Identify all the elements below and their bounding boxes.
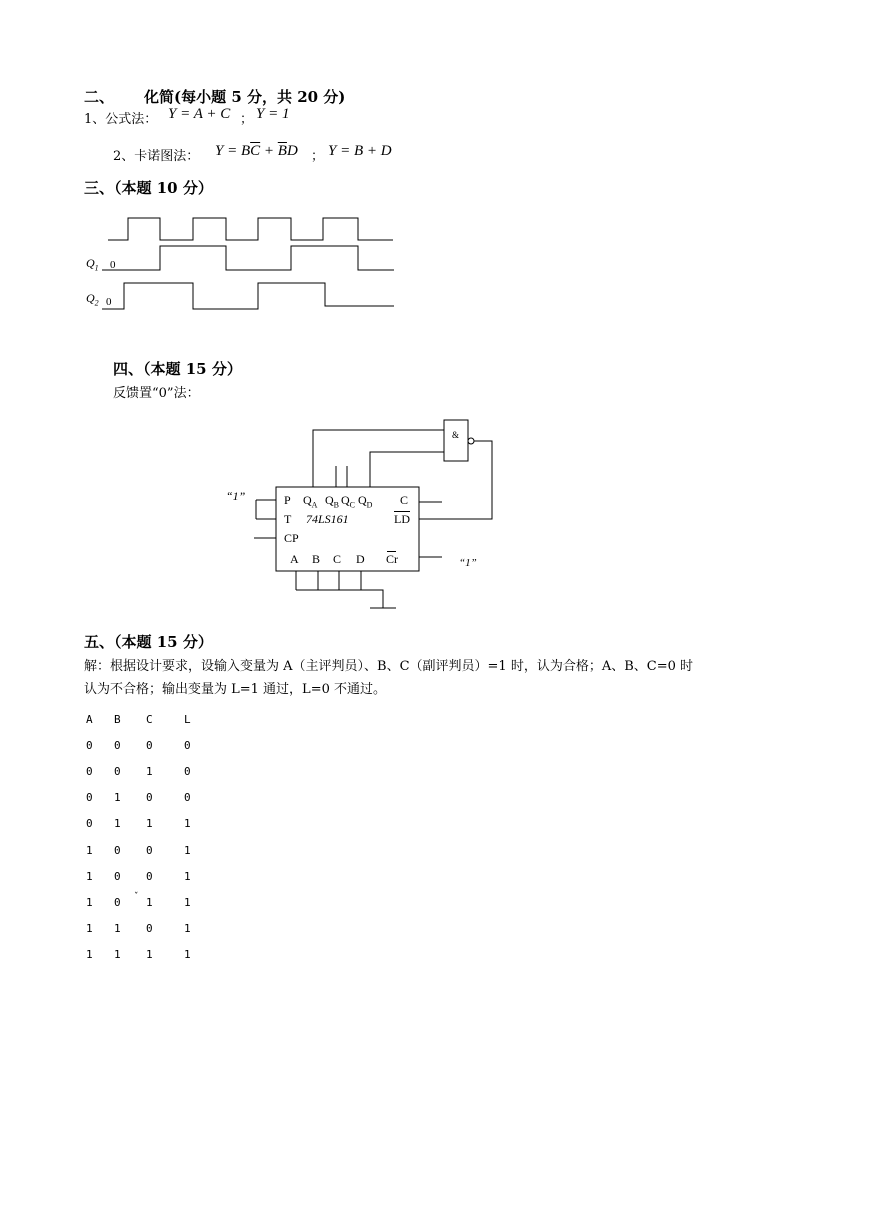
section2-title: 化简(每小题 5 分，共 20 分) (144, 88, 346, 106)
cell: 1 (86, 843, 93, 857)
cell: 1 (184, 869, 191, 883)
cr-overbar (387, 551, 396, 552)
section2-number: 二、 (84, 88, 115, 106)
cell: 1 (114, 922, 121, 936)
header-c: C (146, 712, 153, 726)
cell: 0 (146, 738, 153, 752)
cell: 0 (146, 791, 153, 805)
wire-gate-to-ld (419, 441, 492, 519)
cell: 1 (184, 843, 191, 857)
item1-expression-1: Y = A + C (168, 106, 231, 122)
pin-qb-label: $Q_B$ (325, 493, 340, 510)
cell: 0 (114, 843, 121, 857)
nand-bubble (468, 438, 474, 444)
pin-qc-label: $Q_C$ (341, 493, 356, 510)
cell: 1 (114, 791, 121, 805)
table-row (86, 837, 214, 863)
cell: 0 (146, 843, 153, 857)
cell: 1 (86, 948, 93, 962)
chip-part-number: 74LS161 (306, 512, 349, 526)
cell: 1 (184, 817, 191, 831)
cell: 0 (86, 791, 93, 805)
q1-waveform (102, 246, 394, 270)
section5-title: 五、（本题 15 分） (84, 633, 213, 651)
pin-in-a-label: A (290, 552, 299, 566)
cell: 0 (114, 895, 121, 909)
nand-symbol: & (452, 430, 460, 440)
cell: 1 (184, 895, 191, 909)
truth-table-header (86, 706, 214, 732)
section5-text-line2: 认为不合格；输出变量为 L=1 通过，L=0 不通过。 (84, 682, 386, 697)
cell: 0 (86, 738, 93, 752)
cell: 0 (146, 869, 153, 883)
q1-initial: 0 (110, 259, 116, 271)
q1-label: $Q_1$ (86, 256, 99, 273)
wire-ground-bus (296, 590, 383, 608)
table-row (86, 889, 214, 915)
cell: 0 (184, 791, 191, 805)
cell: 0 (146, 922, 153, 936)
item2-label: 2、卡诺图法： (113, 149, 200, 164)
pin-ld-label: $\overline{LD}$ (394, 512, 410, 526)
cell: 0 (184, 738, 191, 752)
section4-method: 反馈置“0”法： (113, 386, 200, 401)
pin-in-c-label: C (333, 552, 342, 566)
pin-in-d-label: D (356, 552, 365, 566)
right-logic-one: “1” (459, 557, 477, 569)
q2-label: $Q_2$ (86, 291, 99, 308)
cell: 0 (114, 764, 121, 778)
table-row (86, 758, 214, 784)
pin-cp-label: CP (284, 531, 299, 545)
item1-label: 1、公式法： (84, 112, 158, 127)
pin-in-b-label: B (312, 552, 321, 566)
pin-qd-label: $Q_D$ (358, 493, 373, 510)
table-row (86, 732, 214, 758)
left-logic-one: “1” (226, 489, 246, 503)
pin-cr-label: Cr (386, 552, 398, 566)
table-row (86, 863, 214, 889)
wire-qa (313, 430, 444, 487)
table-row (86, 811, 214, 837)
pin-qa-label: $Q_A$ (303, 493, 318, 510)
header-b: B (114, 712, 121, 726)
header-l: L (184, 712, 191, 726)
stray-mark: ˇ (134, 892, 139, 902)
cell: 1 (146, 764, 153, 778)
table-row (86, 942, 214, 968)
cell: 1 (114, 948, 121, 962)
section3-title: 三、（本题 10 分） (84, 179, 213, 197)
q2-waveform (102, 283, 394, 309)
wire-qd (370, 452, 444, 487)
section5-text-line1: 解：根据设计要求，设输入变量为 A（主评判员）、B、C（副评判员）=1 时，认为合格；A、B、C=0 时 (84, 659, 694, 674)
nand-gate (444, 420, 468, 461)
clock-waveform (108, 218, 393, 240)
table-row (86, 785, 214, 811)
cell: 1 (114, 817, 121, 831)
q2-initial: 0 (106, 296, 112, 308)
section4-title: 四、（本题 15 分） (113, 360, 242, 378)
truth-table (86, 706, 214, 968)
item2-expression-1: $Y = B\overline{C} + \overline{B}D$ (215, 143, 298, 159)
cell: 1 (146, 948, 153, 962)
cell: 1 (146, 895, 153, 909)
pin-t-label: T (284, 512, 292, 526)
item2-separator: ； (311, 149, 325, 164)
item1-expression-2: Y = 1 (256, 106, 290, 122)
cell: 0 (114, 738, 121, 752)
cell: 0 (184, 764, 191, 778)
item2-expression-2: Y = B + D (328, 143, 392, 159)
item1-separator: ； (240, 112, 254, 127)
cell: 1 (146, 817, 153, 831)
cell: 1 (184, 922, 191, 936)
cell: 0 (86, 764, 93, 778)
pin-p-label: P (284, 493, 291, 507)
header-a: A (86, 712, 93, 726)
cell: 0 (114, 869, 121, 883)
cell: 1 (86, 895, 93, 909)
table-row (86, 916, 214, 942)
cell: 1 (86, 869, 93, 883)
pin-c-label: C (400, 493, 409, 507)
cell: 0 (86, 817, 93, 831)
cell: 1 (184, 948, 191, 962)
cell: 1 (86, 922, 93, 936)
